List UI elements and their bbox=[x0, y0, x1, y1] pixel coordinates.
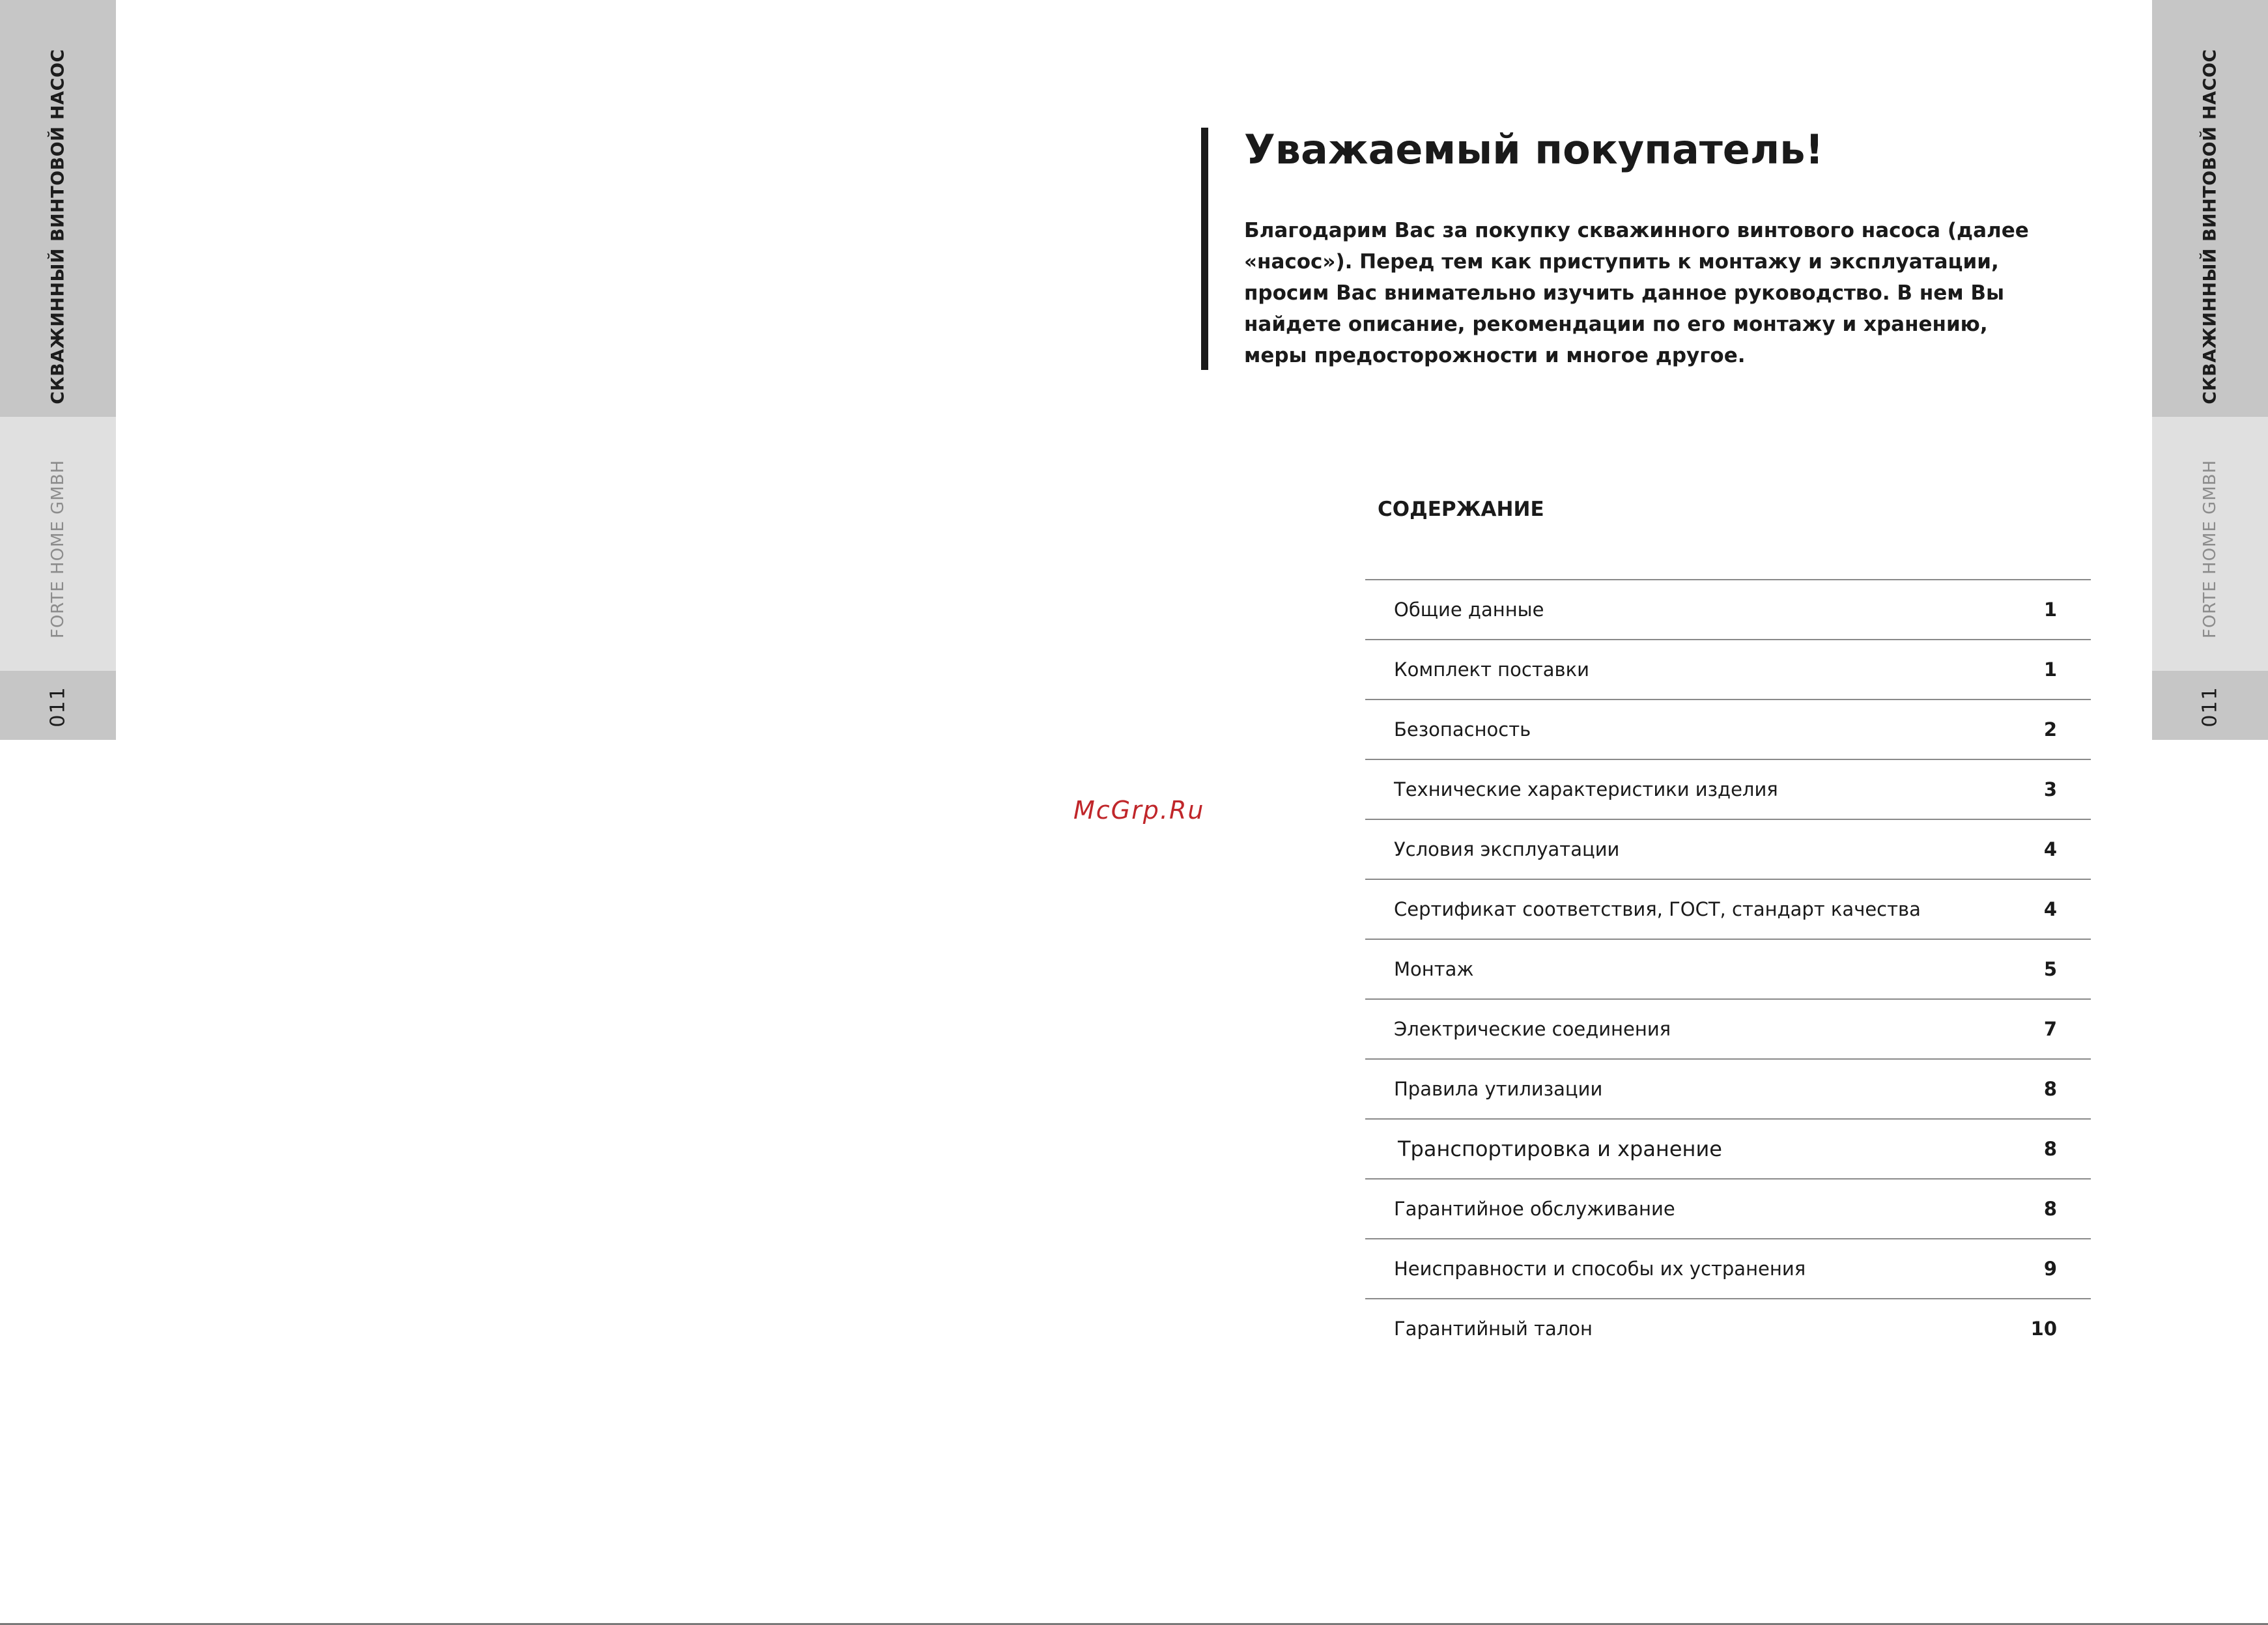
toc-row[interactable] bbox=[1365, 820, 2091, 880]
toc-row[interactable] bbox=[1365, 1239, 2091, 1299]
contents-title: СОДЕРЖАНИЕ bbox=[1378, 498, 1544, 521]
side-tab-title: СКВАЖИННЫЙ ВИНТОВОЙ НАСОС bbox=[2200, 49, 2220, 404]
watermark-text: McGrp.Ru bbox=[1073, 796, 1205, 825]
toc-row[interactable] bbox=[1365, 1060, 2091, 1120]
toc-row[interactable] bbox=[1365, 880, 2091, 940]
toc-item-page: 8 bbox=[2043, 1078, 2057, 1100]
toc-item-page: 8 bbox=[2043, 1198, 2057, 1220]
toc-item-label: Безопасность bbox=[1394, 718, 1531, 741]
toc-item-label: Неисправности и способы их устранения bbox=[1394, 1258, 1806, 1280]
side-tab-company: FORTE HOME GMBH bbox=[48, 459, 68, 639]
side-tab-number: 011 bbox=[46, 686, 70, 728]
toc-row[interactable] bbox=[1365, 1299, 2091, 1358]
toc-item-page: 3 bbox=[2043, 778, 2057, 800]
toc-row[interactable] bbox=[1365, 1120, 2091, 1180]
toc-item-page: 1 bbox=[2043, 599, 2057, 621]
toc-item-page: 2 bbox=[2043, 718, 2057, 741]
table-of-contents bbox=[1365, 579, 2091, 1358]
toc-item-label: Правила утилизации bbox=[1394, 1078, 1603, 1100]
toc-item-label: Комплект поставки bbox=[1394, 658, 1589, 681]
toc-row[interactable] bbox=[1365, 760, 2091, 820]
toc-row[interactable] bbox=[1365, 640, 2091, 700]
greeting-body: Благодарим Вас за покупку скважинного винтового насоса (далее «насос»). Перед тем как приступить к монтажу и эксплуатации, просим Вас внимательно изучить данное руководство. В нем Вы найдете описание, рекомендации по его монтажу и хранению, меры предосторожности и многое другое. bbox=[1244, 219, 2029, 367]
side-tab-title-block bbox=[0, 0, 116, 417]
toc-item-page: 8 bbox=[2043, 1138, 2057, 1160]
toc-row[interactable] bbox=[1365, 700, 2091, 760]
greeting-heading: Уважаемый покупатель! bbox=[1244, 126, 1824, 173]
toc-row[interactable] bbox=[1365, 1180, 2091, 1239]
toc-row[interactable] bbox=[1365, 940, 2091, 1000]
toc-item-page: 7 bbox=[2043, 1018, 2057, 1040]
toc-item-page: 4 bbox=[2043, 838, 2057, 860]
side-tab-number-block bbox=[2152, 671, 2268, 740]
toc-item-label: Гарантийный талон bbox=[1394, 1318, 1593, 1340]
toc-item-label: Транспортировка и хранение bbox=[1398, 1137, 1722, 1161]
toc-item-page: 9 bbox=[2043, 1258, 2057, 1280]
toc-item-label: Условия эксплуатации bbox=[1394, 838, 1620, 860]
toc-item-label: Сертификат соответствия, ГОСТ, стандарт качества bbox=[1394, 898, 1921, 920]
toc-row[interactable] bbox=[1365, 1000, 2091, 1060]
greeting-accent-bar bbox=[1201, 128, 1208, 370]
side-tab-number-block bbox=[0, 671, 116, 740]
toc-item-label: Электрические соединения bbox=[1394, 1018, 1671, 1040]
toc-item-label: Монтаж bbox=[1394, 958, 1474, 980]
side-tab-company-block bbox=[0, 417, 116, 671]
toc-item-page: 1 bbox=[2043, 658, 2057, 681]
toc-item-label: Технические характеристики изделия bbox=[1394, 778, 1778, 800]
side-tab-title-block bbox=[2152, 0, 2268, 417]
toc-item-page: 10 bbox=[2030, 1318, 2057, 1340]
side-tab-company-block bbox=[2152, 417, 2268, 671]
toc-item-page: 5 bbox=[2043, 958, 2057, 980]
toc-row[interactable] bbox=[1365, 580, 2091, 640]
side-tab-number: 011 bbox=[2198, 686, 2222, 728]
toc-item-label: Гарантийное обслуживание bbox=[1394, 1198, 1675, 1220]
toc-item-page: 4 bbox=[2043, 898, 2057, 920]
toc-item-label: Общие данные bbox=[1394, 599, 1544, 621]
side-tab-title: СКВАЖИННЫЙ ВИНТОВОЙ НАСОС bbox=[48, 49, 68, 404]
side-tab-company: FORTE HOME GMBH bbox=[2200, 459, 2220, 639]
